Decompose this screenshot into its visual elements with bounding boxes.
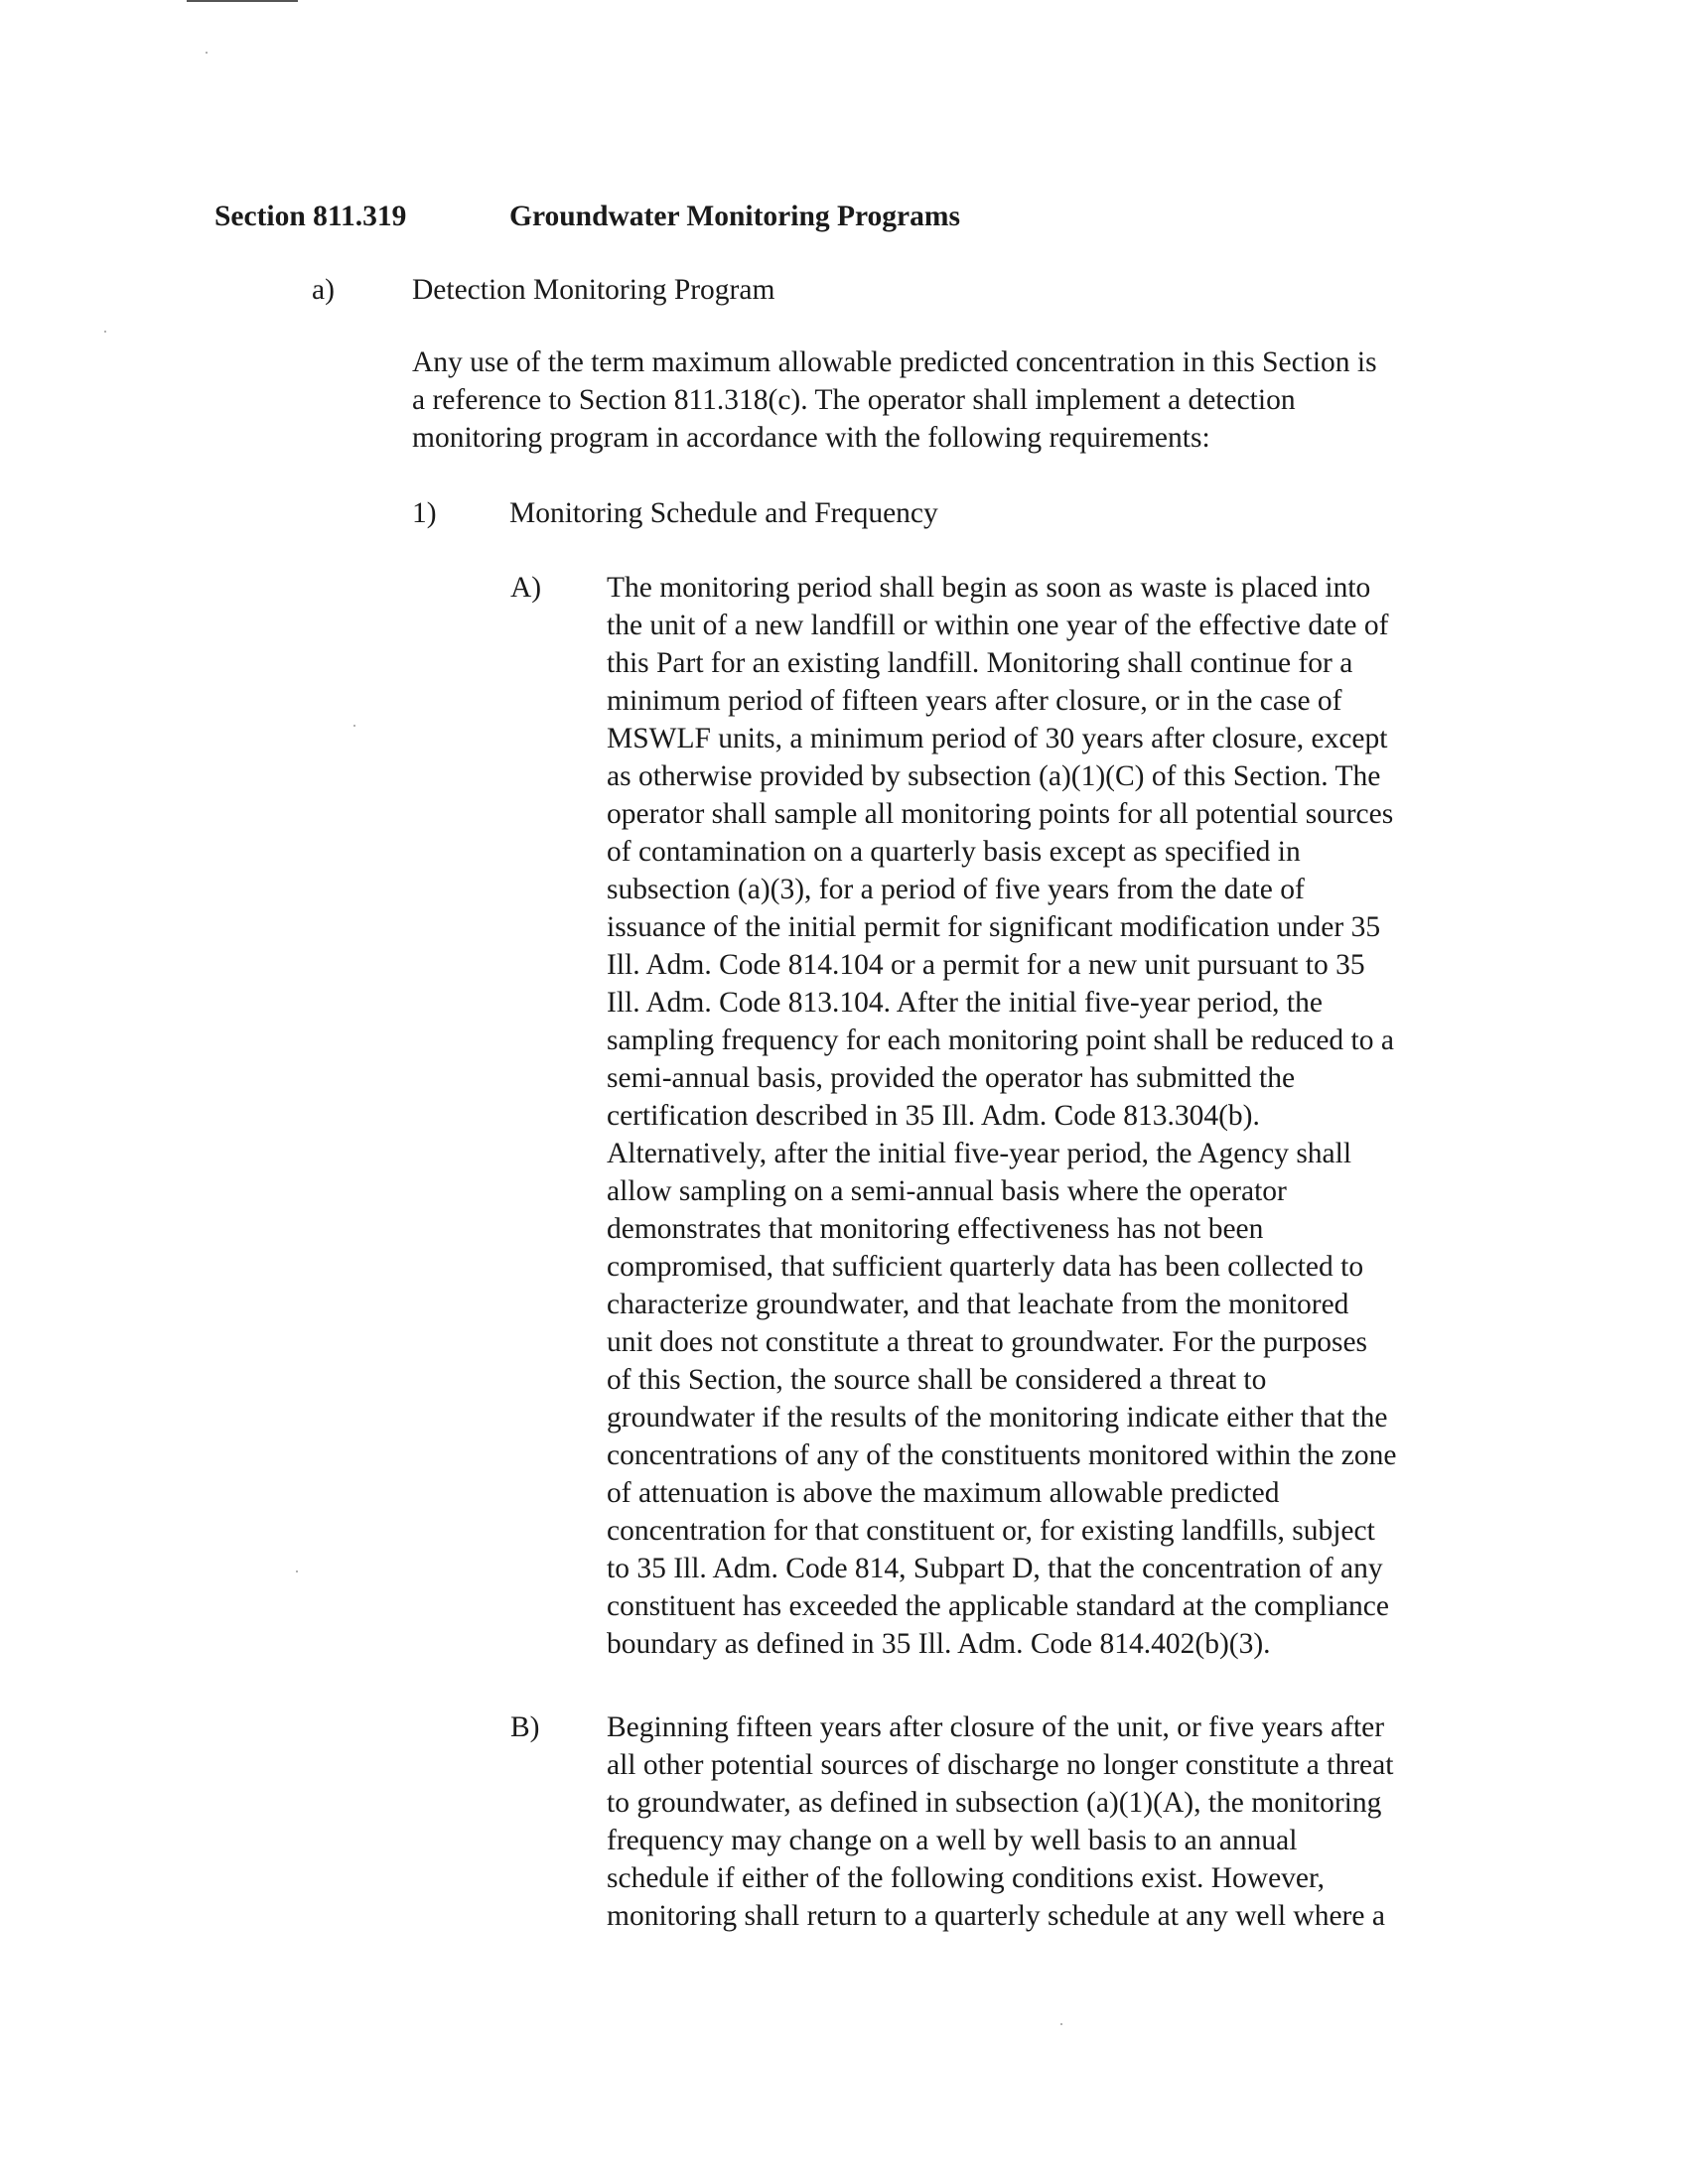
paragraph-line: constituent has exceeded the applicable standard at the compliance xyxy=(607,1590,1389,1622)
scan-speck xyxy=(296,1570,298,1572)
paragraph-line: characterize groundwater, and that leachate from the monitored xyxy=(607,1289,1349,1320)
paragraph-line: frequency may change on a well by well basis to an annual xyxy=(607,1825,1298,1856)
subsection-a-heading: Detection Monitoring Program xyxy=(412,274,775,306)
section-title: Groundwater Monitoring Programs xyxy=(509,201,960,232)
paragraph-line: concentrations of any of the constituents monitored within the zone xyxy=(607,1439,1397,1471)
paragraph-line: Ill. Adm. Code 814.104 or a permit for a new unit pursuant to 35 xyxy=(607,949,1365,981)
item-1-heading: Monitoring Schedule and Frequency xyxy=(509,497,938,529)
paragraph-line: Beginning fifteen years after closure of the unit, or five years after xyxy=(607,1711,1385,1743)
paragraph-line: groundwater if the results of the monitoring indicate either that the xyxy=(607,1402,1388,1433)
paragraph-line: all other potential sources of discharge no longer constitute a threat xyxy=(607,1749,1394,1781)
scan-speck xyxy=(206,52,208,54)
paragraph-line: this Part for an existing landfill. Monitoring shall continue for a xyxy=(607,647,1353,679)
paragraph-line: to groundwater, as defined in subsection (a)(1)(A), the monitoring xyxy=(607,1787,1382,1819)
subsection-a-intro xyxy=(412,343,1377,457)
intro-line: monitoring program in accordance with the following requirements: xyxy=(412,422,1210,454)
paragraph-line: semi-annual basis, provided the operator has submitted the xyxy=(607,1062,1296,1094)
paragraph-line: monitoring shall return to a quarterly schedule at any well where a xyxy=(607,1900,1385,1932)
paragraph-line: certification described in 35 Ill. Adm. Code 813.304(b). xyxy=(607,1100,1260,1132)
item-A-paragraph xyxy=(607,569,1396,1663)
subsection-a-marker: a) xyxy=(312,274,335,306)
item-A-marker: A) xyxy=(510,572,542,604)
paragraph-line: the unit of a new landfill or within one year of the effective date of xyxy=(607,610,1389,641)
paragraph-line: unit does not constitute a threat to groundwater. For the purposes xyxy=(607,1326,1368,1358)
paragraph-line: allow sampling on a semi-annual basis where the operator xyxy=(607,1175,1287,1207)
paragraph-line: Ill. Adm. Code 813.104. After the initial five-year period, the xyxy=(607,987,1323,1019)
paragraph-line: sampling frequency for each monitoring point shall be reduced to a xyxy=(607,1024,1394,1056)
section-number: Section 811.319 xyxy=(214,201,407,232)
paragraph-line: Alternatively, after the initial five-year period, the Agency shall xyxy=(607,1138,1352,1169)
paragraph-line: The monitoring period shall begin as soon as waste is placed into xyxy=(607,572,1371,604)
scan-speck xyxy=(104,331,106,333)
paragraph-line: subsection (a)(3), for a period of five years from the date of xyxy=(607,874,1305,905)
intro-line: Any use of the term maximum allowable predicted concentration in this Section is xyxy=(412,346,1377,378)
paragraph-line: of attenuation is above the maximum allowable predicted xyxy=(607,1477,1280,1509)
paragraph-line: MSWLF units, a minimum period of 30 years after closure, except xyxy=(607,723,1388,754)
paragraph-line: compromised, that sufficient quarterly data has been collected to xyxy=(607,1251,1364,1283)
item-B-marker: B) xyxy=(510,1711,540,1743)
scan-speck xyxy=(353,725,355,727)
top-rule xyxy=(187,0,298,2)
paragraph-line: issuance of the initial permit for significant modification under 35 xyxy=(607,911,1381,943)
paragraph-line: operator shall sample all monitoring points for all potential sources xyxy=(607,798,1394,830)
paragraph-line: to 35 Ill. Adm. Code 814, Subpart D, that the concentration of any xyxy=(607,1553,1383,1584)
paragraph-line: demonstrates that monitoring effectiveness has not been xyxy=(607,1213,1264,1245)
paragraph-line: of contamination on a quarterly basis except as specified in xyxy=(607,836,1301,868)
paragraph-line: boundary as defined in 35 Ill. Adm. Code 814.402(b)(3). xyxy=(607,1628,1271,1660)
item-1-marker: 1) xyxy=(412,497,437,529)
scan-speck xyxy=(1060,2023,1062,2025)
intro-line: a reference to Section 811.318(c). The operator shall implement a detection xyxy=(412,384,1296,416)
paragraph-line: as otherwise provided by subsection (a)(1)(C) of this Section. The xyxy=(607,760,1381,792)
paragraph-line: schedule if either of the following conditions exist. However, xyxy=(607,1862,1326,1894)
paragraph-line: of this Section, the source shall be considered a threat to xyxy=(607,1364,1267,1396)
paragraph-line: concentration for that constituent or, for existing landfills, subject xyxy=(607,1515,1375,1547)
item-B-paragraph xyxy=(607,1708,1393,1935)
paragraph-line: minimum period of fifteen years after closure, or in the case of xyxy=(607,685,1342,717)
